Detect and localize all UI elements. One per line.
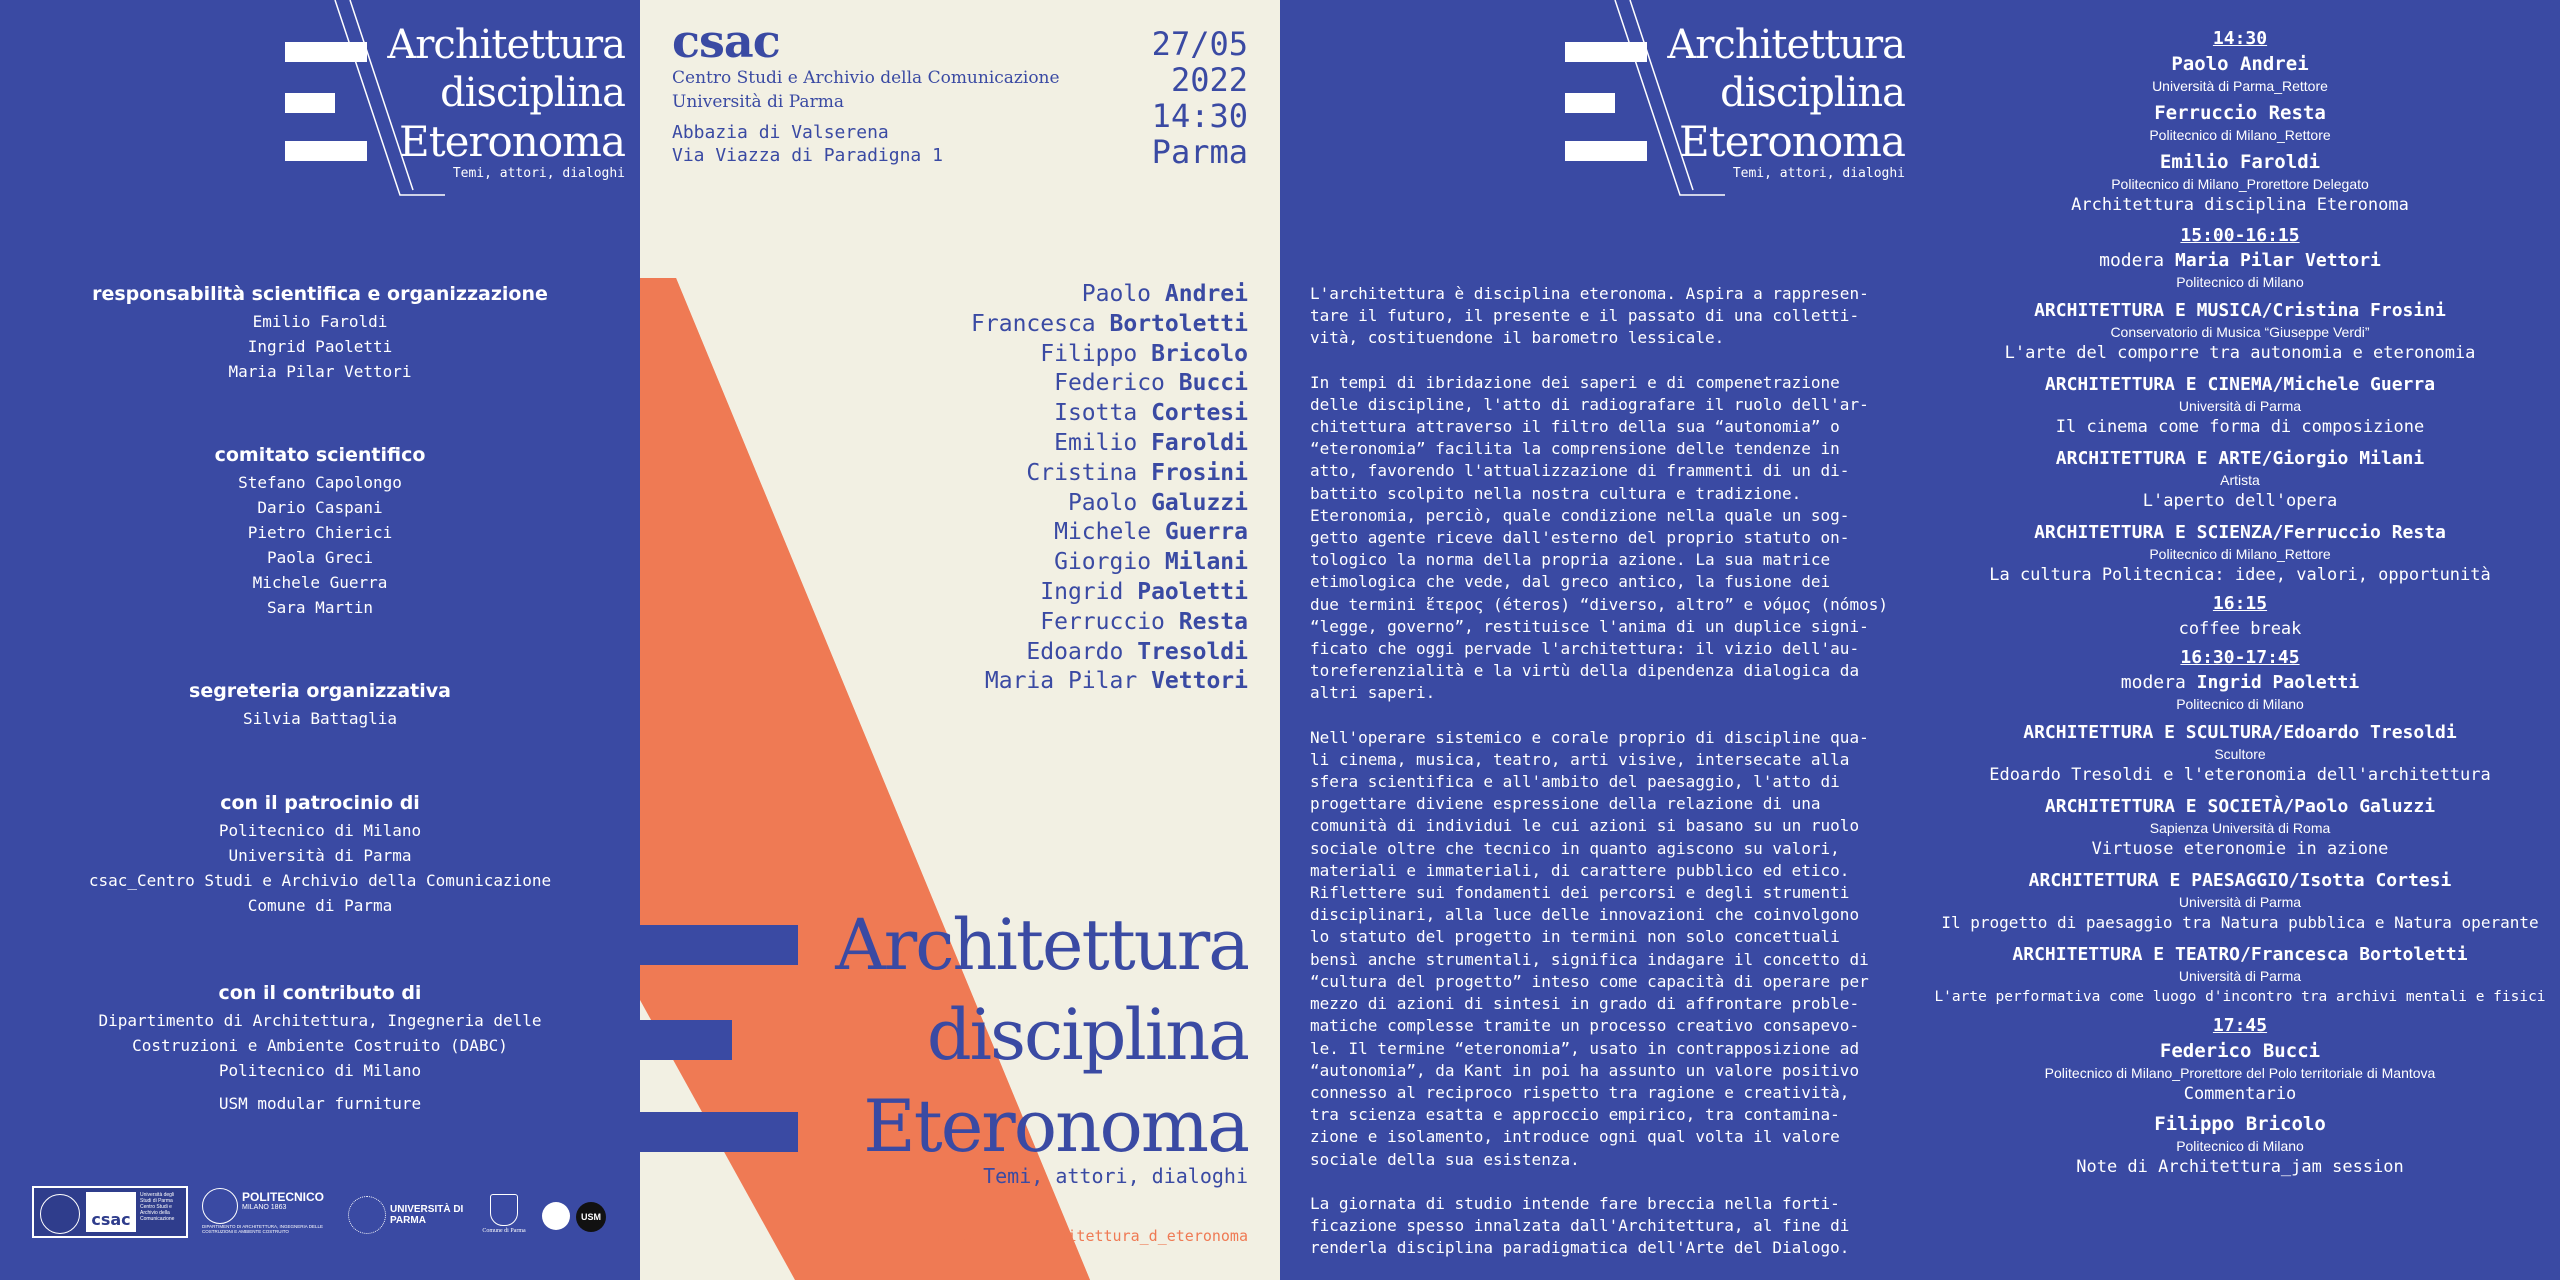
credit-line: Comune di Parma: [247, 896, 393, 915]
description-line: tra scienza esatta e approccio empirico, tra contamina-: [1310, 1105, 1840, 1125]
affiliation: Università di Parma: [2178, 398, 2302, 414]
instagram-handle[interactable]: instagram: @architettura_d_eteronoma: [922, 1227, 1248, 1245]
description-line: battito scolpito nella nostra cultura e tradizione.: [1310, 483, 1802, 503]
description-line: L'architettura è disciplina eteronoma. Aspira a rappresen-: [1310, 284, 1869, 303]
description-line: Riflettere sui fondamenti dei percorsi e degli strumenti: [1310, 883, 1850, 903]
speaker-name: Federico Bucci: [1054, 370, 1248, 397]
description-line: sociale della sua esistenza.: [1310, 1149, 1580, 1169]
event-date: 27/05: [1151, 25, 1248, 63]
description-text: [1310, 283, 1890, 1259]
section-contributo: [0, 982, 640, 1116]
description-line: chitettura attraverso il filtro della sua “autonomia” o: [1310, 417, 1840, 437]
credit-line: csac_Centro Studi e Archivio della Comunicazione: [88, 871, 552, 890]
unipr-seal-icon: [348, 1196, 386, 1234]
affiliation: Sapienza Università di Roma: [2149, 820, 2331, 836]
panel-programme: [1920, 0, 2560, 1280]
credit-line: Emilio Faroldi: [252, 312, 388, 331]
speaker-name: Ingrid Paoletti: [1040, 578, 1248, 605]
talk-title: Commentario: [2183, 1084, 2297, 1104]
description-line: delle discipline, l'atto di radiografare il ruolo dell'ar-: [1310, 394, 1869, 414]
csac-university: Università di Parma: [672, 92, 844, 112]
credit-line: Università di Parma: [228, 846, 412, 865]
description-line: ficazione spesso innalzata dall'Architettura, al fine di: [1310, 1215, 1850, 1235]
talk-title: Edoardo Tresoldi e l'eteronomia dell'architettura: [1989, 765, 2491, 785]
usm-ball-icon: [542, 1202, 570, 1230]
event-year: 2022: [1170, 61, 1248, 99]
blue-bar-1: [640, 925, 798, 965]
talk-title: Architettura disciplina Eteronoma: [2071, 195, 2409, 215]
credit-line: Dipartimento di Architettura, Ingegneria delle: [98, 1011, 542, 1030]
talk-title: La cultura Politecnica: idee, valori, opportunità: [1989, 565, 2491, 585]
time-slot: 14:30: [2212, 28, 2268, 49]
affiliation: Università di Parma_Rettore: [2152, 78, 2328, 94]
csac-logo-word: csac: [86, 1192, 136, 1232]
comune-logo-text: Comune di Parma: [482, 1228, 526, 1234]
moderator: modera Ingrid Paoletti: [2120, 672, 2360, 693]
description-line: Eteronomia, perciò, quale condizione nella quale un sog-: [1310, 505, 1850, 525]
section-title: segreteria organizzativa: [189, 680, 451, 702]
speaker: Emilio Faroldi: [2159, 151, 2321, 173]
credit-line: USM modular furniture: [218, 1094, 422, 1113]
description-line: tare il futuro, il presente e il passato di una colletti-: [1310, 306, 1860, 326]
description-line: altri saperi.: [1310, 683, 1436, 703]
panel-credits: [0, 0, 640, 1280]
description-line: “cultura del progetto” inteso come capacità di operare per: [1310, 971, 1869, 991]
venue-address: Via Viazza di Paradigna 1: [672, 145, 943, 166]
description-line: ficato che oggi pervade l'architettura: il vizio dell'au-: [1310, 639, 1860, 659]
time-slot: 17:45: [2212, 1015, 2268, 1036]
csac-subtitle: Centro Studi e Archivio della Comunicazione: [672, 68, 1060, 88]
affiliation: Politecnico di Milano_Prorettore Delegato: [2111, 176, 2369, 192]
affiliation: Conservatorio di Musica “Giuseppe Verdi”: [2110, 324, 2370, 340]
time-slot: 16:15: [2212, 593, 2268, 614]
description-line: materiali e immateriali, di carattere pubblico ed etico.: [1310, 860, 1850, 880]
time-slot: 16:30-17:45: [2180, 647, 2300, 668]
speaker-name: Isotta Cortesi: [1054, 400, 1248, 427]
description-line: “eteronomia” facilita la comprensione delle tendenze in: [1310, 439, 1840, 459]
logo-line-3: Eteronoma: [399, 117, 625, 166]
talk-title: Il cinema come forma di composizione: [2055, 417, 2425, 437]
speaker-name: Maria Pilar Vettori: [984, 668, 1248, 695]
event-logo: [1565, 0, 1905, 200]
section-title: con il patrocinio di: [220, 792, 420, 814]
description-line: progettare diviene espressione della relazione di una: [1310, 794, 1821, 814]
speaker-name: Edoardo Tresoldi: [1026, 638, 1248, 665]
description-line: atto, favorendo l'attualizzazione di frammenti di un di-: [1310, 461, 1850, 481]
description-line: getto agente riceve dall'esterno del proprio statuto on-: [1310, 528, 1850, 548]
description-line: La giornata di studio intende fare breccia nella forti-: [1310, 1193, 1840, 1213]
description-line: mezzo di azioni di sintesi in grado di affrontare proble-: [1310, 994, 1860, 1014]
affiliation: Artista: [2220, 472, 2260, 488]
speaker-name: Filippo Bricolo: [1040, 340, 1248, 367]
speaker-name: Paolo Galuzzi: [1067, 489, 1248, 516]
session-heading: ARCHITETTURA E PAESAGGIO/Isotta Cortesi: [2028, 870, 2452, 891]
panel-cover: [640, 0, 1280, 1280]
cover-title-line-2: disciplina: [926, 994, 1248, 1076]
credit-line: Politecnico di Milano: [218, 821, 422, 840]
polimi-logo-year: MILANO 1863: [242, 1204, 287, 1211]
description-line: Nell'operare sistemico e corale proprio di discipline qua-: [1310, 727, 1869, 747]
description-line: “autonomia”, da Kant in poi ha assunto un valore positivo: [1310, 1060, 1860, 1080]
logo-tagline: Temi, attori, dialoghi: [452, 166, 625, 181]
programme: [1920, 26, 2560, 1179]
affiliation: Università di Parma: [2178, 894, 2302, 910]
description-line: connesso al reciproco rispetto tra ragione e creatività,: [1310, 1082, 1850, 1102]
event-time: 14:30: [1151, 97, 1248, 135]
cover-title-line-3: Eteronoma: [863, 1084, 1248, 1168]
speaker-name: Paolo Andrei: [1081, 281, 1248, 307]
description-line: sfera scientifica e all'ambito del paesaggio, l'atto di: [1310, 772, 1840, 792]
polimi-dept-text: DIPARTIMENTO DI ARCHITETTURA, INGEGNERIA DELLE COSTRUZIONI E AMBIENTE COSTRUITO: [202, 1224, 324, 1234]
cover-title-line-1: Architettura: [835, 904, 1248, 986]
unipr-logo-text: UNIVERSITÀ DI PARMA: [390, 1204, 464, 1226]
affiliation: Università di Parma: [2178, 968, 2302, 984]
credit-line: Politecnico di Milano: [218, 1061, 422, 1080]
session-heading: ARCHITETTURA E MUSICA/Cristina Frosini: [2034, 300, 2446, 321]
description-line: In tempi di ibridazione dei saperi e di compenetrazione: [1310, 372, 1840, 392]
csac-wordmark: csac: [672, 14, 780, 68]
credit-line: Maria Pilar Vettori: [228, 362, 412, 381]
comune-crest-icon: [490, 1194, 518, 1226]
credit-line: Michele Guerra: [252, 573, 388, 592]
affiliation: Politecnico di Milano_Rettore: [2149, 546, 2331, 562]
talk-title: Virtuose eteronomie in azione: [2091, 839, 2389, 859]
credit-line: Stefano Capolongo: [238, 473, 402, 492]
section-comitato: [0, 444, 640, 620]
section-patrocinio: [0, 792, 640, 918]
speaker: Ferruccio Resta: [2154, 102, 2326, 124]
cover-tagline: Temi, attori, dialoghi: [983, 1164, 1248, 1188]
description-line: due termini ἕτερος (éteros) “diverso, altro” e νόμος (nómos): [1310, 594, 1888, 614]
panel-description: [1280, 0, 1920, 1280]
section-title: con il contributo di: [218, 982, 422, 1004]
affiliation: Politecnico di Milano: [2176, 696, 2304, 712]
section-segreteria: [0, 680, 640, 731]
description-line: etimologica che vede, dal greco antico, la fusione dei: [1310, 572, 1831, 592]
credit-line: Pietro Chierici: [247, 523, 393, 542]
moderator: modera Maria Pilar Vettori: [2099, 250, 2381, 271]
credit-line: Costruzioni e Ambiente Costruito (DABC): [132, 1036, 508, 1055]
speaker-name: Ferruccio Resta: [1040, 608, 1248, 635]
logo-line-1: Architettura: [1667, 22, 1905, 68]
talk-title: Note di Architettura_jam session: [2076, 1157, 2404, 1177]
session-heading: ARCHITETTURA E CINEMA/Michele Guerra: [2044, 374, 2436, 395]
paragraph-gap: [1310, 705, 1890, 727]
talk-title: L'arte del comporre tra autonomia e eteronomia: [2004, 343, 2476, 363]
session-heading: ARCHITETTURA E SCIENZA/Ferruccio Resta: [2034, 522, 2446, 543]
polimi-seal-icon: [202, 1188, 238, 1224]
logo-tagline: Temi, attori, dialoghi: [1732, 166, 1905, 181]
section-responsabilita: [0, 283, 640, 384]
session-heading: ARCHITETTURA E SOCIETÀ/Paolo Galuzzi: [2044, 796, 2436, 817]
description-line: renderla disciplina paradigmatica dell'Arte del Dialogo.: [1310, 1238, 1850, 1258]
usm-logo: USM: [576, 1202, 606, 1232]
affiliation: Scultore: [2214, 746, 2266, 762]
credit-line: Silvia Battaglia: [242, 709, 398, 728]
speaker-name: Giorgio Milani: [1054, 549, 1248, 576]
logo-line-2: disciplina: [440, 70, 625, 116]
description-line: bensì anche strumentali, significa indagare il concetto di: [1310, 949, 1869, 969]
blue-bar-2: [640, 1020, 732, 1060]
description-line: sociale oltre che tecnico in quanto agiscono su valori,: [1310, 838, 1840, 858]
speaker-name: Cristina Frosini: [1026, 459, 1248, 486]
speaker-name: Francesca Bortoletti: [971, 310, 1248, 337]
speaker-list: [971, 280, 1248, 697]
description-line: vità, costituendone il barometro lessicale.: [1310, 328, 1725, 348]
paragraph-gap: [1310, 350, 1890, 372]
description-line: toreferenzialità e la virtù della dipendenza dialogica da: [1310, 661, 1860, 681]
speaker-name: Emilio Faroldi: [1054, 429, 1248, 456]
polimi-logo-text: POLITECNICO: [242, 1190, 325, 1204]
session-heading: ARCHITETTURA E TEATRO/Francesca Bortoletti: [2012, 944, 2468, 965]
speaker: Federico Bucci: [2159, 1040, 2321, 1062]
description-line: matiche complesse tramite un processo creativo consapevo-: [1310, 1016, 1860, 1036]
affiliation: Politecnico di Milano: [2176, 274, 2304, 290]
description-line: tologico la norma della propria azione. La sua matrice: [1310, 550, 1831, 570]
logo-line-2: disciplina: [1720, 70, 1905, 116]
section-title: comitato scientifico: [214, 444, 426, 466]
logo-line-1: Architettura: [387, 22, 625, 68]
event-logo: [285, 0, 625, 200]
blue-bar-3: [640, 1112, 798, 1152]
time-slot: 15:00-16:15: [2180, 225, 2300, 246]
credit-spacer: [0, 1083, 640, 1091]
logo-line-3: Eteronoma: [1679, 117, 1905, 166]
credit-line: Paola Greci: [267, 548, 373, 567]
session-heading: ARCHITETTURA E SCULTURA/Edoardo Tresoldi: [2023, 722, 2457, 743]
venue-name: Abbazia di Valserena: [672, 122, 889, 143]
talk-title: L'aperto dell'opera: [2142, 491, 2338, 511]
break-label: coffee break: [2178, 619, 2302, 639]
description-line: li cinema, musica, teatro, arti visive, intersecate alla: [1310, 749, 1850, 769]
talk-title: L'arte performativa come luogo d'incontro tra archivi mentali e fisici: [1934, 989, 2546, 1005]
description-line: le. Il termine “eteronomia”, usato in contrapposizione ad: [1310, 1038, 1860, 1058]
description-line: lo statuto del progetto in termini non solo concettuali: [1310, 927, 1840, 947]
speaker-name: Michele Guerra: [1054, 519, 1248, 546]
talk-title: Il progetto di paesaggio tra Natura pubblica e Natura operante: [1941, 913, 2539, 932]
event-date-block: [1152, 26, 1248, 170]
csac-logo: [32, 1186, 188, 1238]
sponsor-logos: [30, 1186, 620, 1242]
paragraph-gap: [1310, 1171, 1890, 1193]
section-title: responsabilità scientifica e organizzazione: [92, 283, 548, 305]
description-line: comunità di individui le cui azioni si basano su un ruolo: [1310, 816, 1860, 836]
speaker: Filippo Bricolo: [2154, 1113, 2326, 1135]
affiliation: Politecnico di Milano_Prorettore del Polo territoriale di Mantova: [2044, 1065, 2436, 1081]
university-seal-icon: [40, 1194, 80, 1234]
credit-line: Ingrid Paoletti: [247, 337, 393, 356]
affiliation: Politecnico di Milano_Rettore: [2149, 127, 2331, 143]
csac-logo-subtext: Università degli Studi di Parma Centro Studi e Archivio della Comunicazione: [140, 1192, 175, 1222]
affiliation: Politecnico di Milano: [2176, 1138, 2304, 1154]
speaker: Paolo Andrei: [2171, 53, 2309, 75]
description-line: zione e isolamento, introduce ogni qual volta il valore: [1310, 1127, 1840, 1147]
description-line: disciplinari, alla luce delle innovazioni che coinvolgono: [1310, 905, 1860, 925]
credit-line: Sara Martin: [267, 598, 373, 617]
event-city: Parma: [1151, 133, 1248, 171]
session-heading: ARCHITETTURA E ARTE/Giorgio Milani: [2055, 448, 2425, 469]
description-line: “legge, governo”, restituisce l'anima di un duplice signi-: [1310, 616, 1869, 636]
credit-line: Dario Caspani: [257, 498, 383, 517]
